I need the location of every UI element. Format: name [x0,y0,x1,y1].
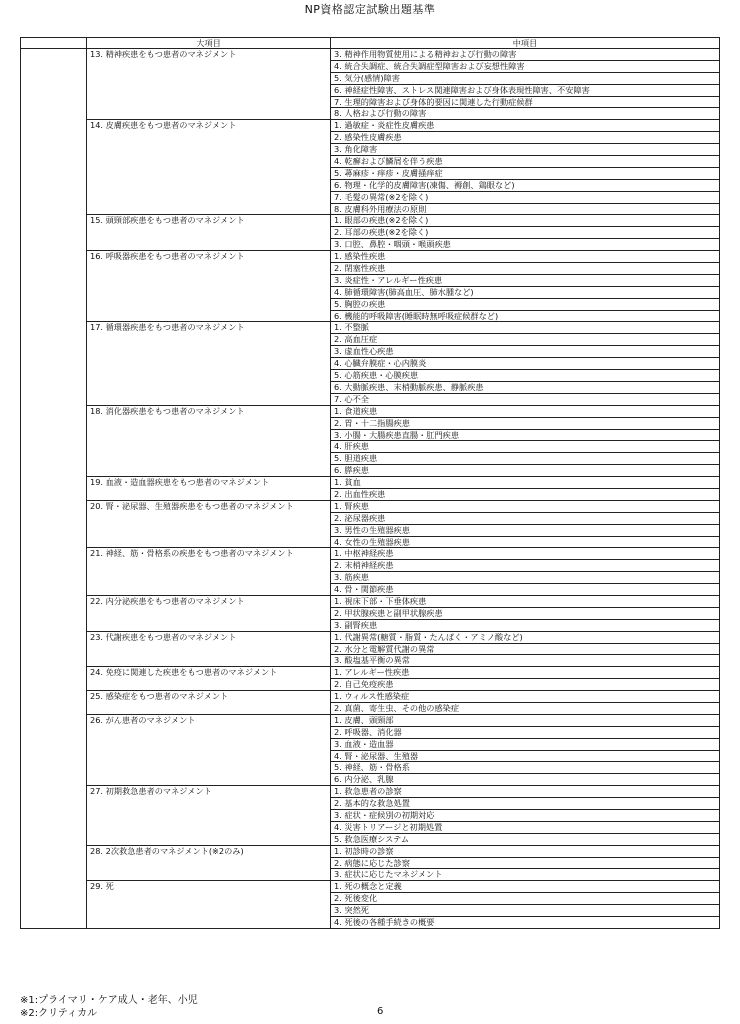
blank-cell [21,619,87,631]
middle-item-cell: 5. 蕁麻疹・痒疹・皮膚掻痒症 [331,167,720,179]
blank-cell [21,774,87,786]
middle-item-cell: 1. 貧血 [331,477,720,489]
middle-item-cell: 2. 甲状腺疾患と副甲状腺疾患 [331,607,720,619]
middle-item-cell: 2. 末梢神経疾患 [331,560,720,572]
middle-item-cell: 4. 乾癬および鱗屑を伴う疾患 [331,156,720,168]
middle-item-cell: 3. 酸塩基平衡の異常 [331,655,720,667]
blank-cell [21,298,87,310]
middle-item-cell: 1. ウィルス性感染症 [331,691,720,703]
blank-cell [21,120,87,132]
blank-cell [21,453,87,465]
middle-item-cell: 3. 男性の生殖器疾患 [331,524,720,536]
blank-cell [21,405,87,417]
middle-item-cell: 1. 感染性疾患 [331,251,720,263]
table-row [21,786,720,798]
blank-cell [21,203,87,215]
middle-item-cell: 2. 高血圧症 [331,334,720,346]
middle-item-cell: 1. 初診時の診察 [331,845,720,857]
blank-cell [21,738,87,750]
major-item-cell: 15. 頭頸部疾患をもつ患者のマネジメント [87,215,331,251]
middle-item-cell: 5. 神経、筋・骨格系 [331,762,720,774]
footnote-2: ※2:クリティカル [20,1008,98,1019]
blank-cell [21,84,87,96]
blank-cell [21,108,87,120]
major-item-cell: 21. 神経、筋・骨格系の疾患をもつ患者のマネジメント [87,548,331,596]
middle-item-cell: 7. 毛髪の異常(※2を除く) [331,191,720,203]
blank-cell [21,905,87,917]
blank-cell [21,96,87,108]
blank-cell [21,833,87,845]
table-row [21,881,720,893]
middle-item-header: 中項目 [331,38,720,49]
middle-item-cell: 3. 症状・症候別の初期対応 [331,810,720,822]
middle-item-cell: 2. 水分と電解質代謝の異常 [331,643,720,655]
blank-cell [21,334,87,346]
blank-cell [21,917,87,929]
middle-item-cell: 4. 腎・泌尿器、生殖器 [331,750,720,762]
middle-item-cell: 2. 自己免疫疾患 [331,679,720,691]
blank-cell [21,500,87,512]
blank-cell [21,857,87,869]
middle-item-cell: 4. 骨・関節疾患 [331,584,720,596]
blank-cell [21,536,87,548]
blank-cell [21,251,87,263]
blank-cell [21,667,87,679]
page-title: NP資格認定試験出題基準 [304,3,436,16]
major-item-cell: 20. 腎・泌尿器、生殖器疾患をもつ患者のマネジメント [87,500,331,548]
table-row [21,714,720,726]
blank-cell [21,631,87,643]
blank-cell [21,179,87,191]
table-row [21,631,720,643]
middle-item-cell: 5. 胆道疾患 [331,453,720,465]
blank-cell [21,572,87,584]
middle-item-cell: 1. 皮膚、頭頸部 [331,714,720,726]
major-item-cell: 25. 感染症をもつ患者のマネジメント [87,691,331,715]
table-body [21,49,720,929]
middle-item-cell: 7. 生理的障害および身体的要因に関連した行動症候群 [331,96,720,108]
middle-item-cell: 4. 心臓弁膜症・心内膜炎 [331,358,720,370]
blank-cell [21,560,87,572]
blank-cell [21,72,87,84]
table-row [21,120,720,132]
middle-item-cell: 1. 過敏症・炎症性皮膚疾患 [331,120,720,132]
middle-item-cell: 2. 病態に応じた診察 [331,857,720,869]
blank-cell [21,167,87,179]
middle-item-cell: 7. 心不全 [331,393,720,405]
blank-cell [21,227,87,239]
blank-cell [21,655,87,667]
middle-item-cell: 4. 肺循環障害(肺高血圧、肺水腫など) [331,286,720,298]
footnotes [20,994,198,1020]
middle-item-cell: 2. 閉塞性疾患 [331,263,720,275]
blank-cell [21,429,87,441]
blank-cell [21,346,87,358]
table-row [21,49,720,61]
page-number: 6 [377,1006,384,1017]
middle-item-cell: 5. 気分(感情)障害 [331,72,720,84]
middle-item-cell: 2. 感染性皮膚疾患 [331,132,720,144]
middle-item-cell: 3. 口腔、鼻腔・咽頭・喉頭疾患 [331,239,720,251]
blank-cell [21,370,87,382]
blank-cell [21,417,87,429]
blank-cell [21,869,87,881]
blank-cell [21,726,87,738]
middle-item-cell: 1. 眼部の疾患(※2を除く) [331,215,720,227]
middle-item-cell: 3. 血液・造血器 [331,738,720,750]
middle-item-cell: 1. 視床下部・下垂体疾患 [331,595,720,607]
middle-item-cell: 6. 神経症性障害、ストレス関連障害および身体表現性障害、不安障害 [331,84,720,96]
major-item-cell: 23. 代謝疾患をもつ患者のマネジメント [87,631,331,667]
table-row [21,405,720,417]
middle-item-cell: 5. 救急医療システム [331,833,720,845]
middle-item-cell: 6. 内分泌、乳腺 [331,774,720,786]
blank-cell [21,191,87,203]
blank-header-cell [21,38,87,49]
middle-item-cell: 2. 呼吸器、消化器 [331,726,720,738]
blank-cell [21,762,87,774]
blank-cell [21,381,87,393]
blank-cell [21,215,87,227]
middle-item-cell: 4. 女性の生殖器疾患 [331,536,720,548]
table-row [21,500,720,512]
table-row [21,845,720,857]
middle-item-cell: 8. 人格および行動の障害 [331,108,720,120]
blank-cell [21,584,87,596]
table-header-row [21,38,720,49]
blank-cell [21,691,87,703]
middle-item-cell: 1. 死の概念と定義 [331,881,720,893]
middle-item-cell: 2. 胃・十二指腸疾患 [331,417,720,429]
middle-item-cell: 4. 肝疾患 [331,441,720,453]
blank-cell [21,702,87,714]
middle-item-cell: 1. 代謝異常(糖質・脂質・たんぱく・アミノ酸など) [331,631,720,643]
blank-cell [21,322,87,334]
blank-cell [21,144,87,156]
middle-item-cell: 1. 不整脈 [331,322,720,334]
major-item-cell: 16. 呼吸器疾患をもつ患者のマネジメント [87,251,331,322]
middle-item-cell: 1. 腎疾患 [331,500,720,512]
middle-item-cell: 6. 膵疾患 [331,465,720,477]
major-item-cell: 14. 皮膚疾患をもつ患者のマネジメント [87,120,331,215]
major-item-cell: 22. 内分泌疾患をもつ患者のマネジメント [87,595,331,631]
middle-item-cell: 8. 皮膚科外用療法の原則 [331,203,720,215]
middle-item-cell: 3. 精神作用物質使用による精神および行動の障害 [331,49,720,61]
exam-criteria-table [20,37,720,929]
blank-cell [21,310,87,322]
middle-item-cell: 6. 大動脈疾患、末梢動脈疾患、静脈疾患 [331,381,720,393]
middle-item-cell: 2. 真菌、寄生虫、その他の感染症 [331,702,720,714]
middle-item-cell: 2. 出血性疾患 [331,488,720,500]
blank-cell [21,60,87,72]
middle-item-cell: 5. 胸腔の疾患 [331,298,720,310]
blank-cell [21,465,87,477]
table-row [21,595,720,607]
blank-cell [21,881,87,893]
major-item-cell: 28. 2次救急患者のマネジメント(※2のみ) [87,845,331,881]
major-item-cell: 24. 免疫に関連した疾患をもつ患者のマネジメント [87,667,331,691]
blank-cell [21,821,87,833]
major-item-cell: 26. がん患者のマネジメント [87,714,331,785]
middle-item-cell: 1. 救急患者の診察 [331,786,720,798]
middle-item-cell: 3. 筋疾患 [331,572,720,584]
blank-cell [21,548,87,560]
table-row [21,215,720,227]
blank-cell [21,274,87,286]
middle-item-cell: 4. 統合失調症、統合失調症型障害および妄想性障害 [331,60,720,72]
blank-cell [21,786,87,798]
middle-item-cell: 4. 死後の各種手続きの概要 [331,917,720,929]
table-row [21,548,720,560]
blank-cell [21,643,87,655]
blank-cell [21,679,87,691]
blank-cell [21,239,87,251]
blank-cell [21,488,87,500]
blank-cell [21,286,87,298]
blank-cell [21,714,87,726]
middle-item-cell: 3. 炎症性・アレルギー性疾患 [331,274,720,286]
middle-item-cell: 4. 災害トリアージと初期処置 [331,821,720,833]
major-item-header: 大項目 [87,38,331,49]
table-row [21,477,720,489]
major-item-cell: 18. 消化器疾患をもつ患者のマネジメント [87,405,331,476]
major-item-cell: 19. 血液・造血器疾患をもつ患者のマネジメント [87,477,331,501]
blank-cell [21,49,87,61]
blank-cell [21,524,87,536]
major-item-cell: 17. 循環器疾患をもつ患者のマネジメント [87,322,331,405]
middle-item-cell: 2. 泌尿器疾患 [331,512,720,524]
blank-cell [21,441,87,453]
blank-cell [21,893,87,905]
blank-cell [21,132,87,144]
blank-cell [21,845,87,857]
blank-cell [21,607,87,619]
middle-item-cell: 3. 虚血性心疾患 [331,346,720,358]
blank-cell [21,263,87,275]
blank-cell [21,393,87,405]
blank-cell [21,512,87,524]
table-row [21,667,720,679]
blank-cell [21,358,87,370]
blank-cell [21,156,87,168]
middle-item-cell: 3. 小腸・大腸疾患直腸・肛門疾患 [331,429,720,441]
middle-item-cell: 3. 突然死 [331,905,720,917]
middle-item-cell: 1. アレルギー性疾患 [331,667,720,679]
blank-cell [21,810,87,822]
middle-item-cell: 1. 食道疾患 [331,405,720,417]
middle-item-cell: 2. 基本的な救急処置 [331,798,720,810]
major-item-cell: 27. 初期救急患者のマネジメント [87,786,331,845]
middle-item-cell: 3. 角化障害 [331,144,720,156]
major-item-cell: 13. 精神疾患をもつ患者のマネジメント [87,49,331,120]
middle-item-cell: 6. 物理・化学的皮膚障害(凍傷、褥創、鶏眼など) [331,179,720,191]
blank-cell [21,477,87,489]
middle-item-cell: 3. 症状に応じたマネジメント [331,869,720,881]
middle-item-cell: 6. 機能的呼吸障害(睡眠時無呼吸症候群など) [331,310,720,322]
table-row [21,322,720,334]
middle-item-cell: 3. 副腎疾患 [331,619,720,631]
blank-cell [21,750,87,762]
table-row [21,251,720,263]
table-row [21,691,720,703]
blank-cell [21,595,87,607]
middle-item-cell: 1. 中枢神経疾患 [331,548,720,560]
middle-item-cell: 5. 心筋疾患・心膜疾患 [331,370,720,382]
footnote-1: ※1:プライマリ・ケア成人・老年、小児 [20,995,198,1006]
blank-cell [21,798,87,810]
middle-item-cell: 2. 耳部の疾患(※2を除く) [331,227,720,239]
major-item-cell: 29. 死 [87,881,331,929]
middle-item-cell: 2. 死後変化 [331,893,720,905]
